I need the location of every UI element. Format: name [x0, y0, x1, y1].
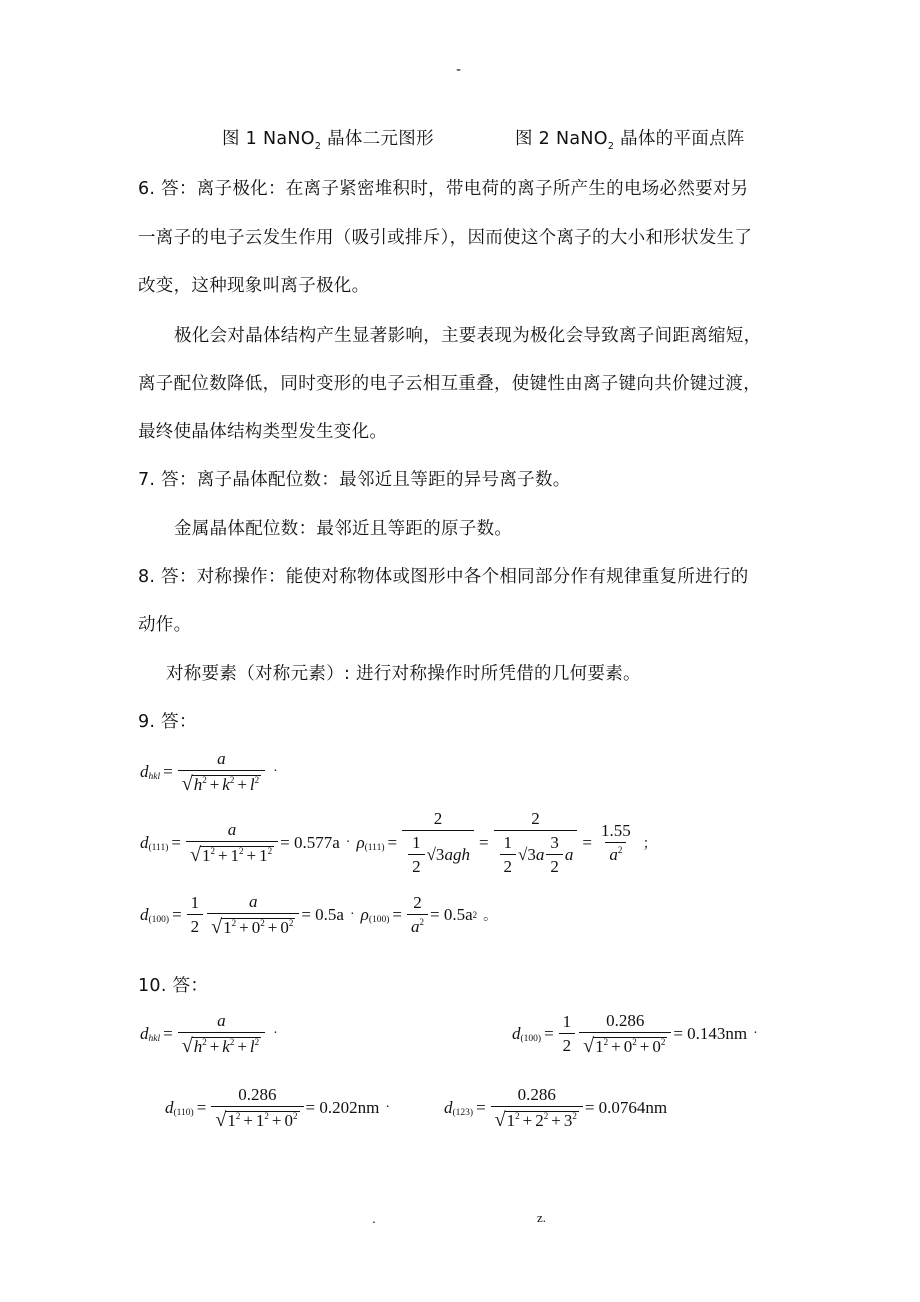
- math-operator: =: [478, 832, 489, 852]
- q8-line-3: 对称要素（对称元素）: 进行对称操作时所凭借的几何要素。: [166, 664, 641, 684]
- math-operator: =: [163, 762, 173, 781]
- math-operator: +: [611, 1037, 621, 1057]
- math-operator: =: [387, 832, 398, 852]
- math-superscript: 2: [231, 918, 237, 929]
- fraction-numerator: a: [227, 819, 237, 839]
- fraction: [491, 1086, 583, 1130]
- caption-text: 图 2 NaNO: [515, 129, 608, 149]
- math-operator: +: [243, 1111, 253, 1131]
- math-symbol: gh: [452, 845, 470, 864]
- math-superscript: 2: [660, 1037, 666, 1048]
- fraction: [178, 1012, 265, 1056]
- math-operator: +: [639, 1037, 650, 1057]
- fraction-denominator: 2: [546, 854, 563, 876]
- q6-para2-line-3: 最终使晶体结构类型发生变化。: [138, 422, 388, 442]
- math-punctuation: 。: [483, 909, 498, 924]
- fraction: [211, 1086, 303, 1130]
- q6-para2-line-1: 极化会对晶体结构产生显著影响，主要表现为极化会导致离子间距离缩短，: [174, 326, 762, 346]
- fraction: [187, 894, 204, 936]
- math-subscript: hkl: [148, 1034, 161, 1044]
- math-punctuation: ；: [642, 836, 657, 852]
- math-result: = 0.5a: [301, 905, 344, 924]
- fraction: [579, 1012, 671, 1056]
- figure-2-caption: [515, 125, 745, 150]
- fraction-numerator: 1: [503, 833, 513, 852]
- math-punctuation: ·: [345, 834, 351, 850]
- q9-heading: 9. 答：: [138, 712, 197, 732]
- fraction: [407, 894, 428, 936]
- fraction-numerator: 1: [412, 833, 421, 852]
- q10-heading: 10. 答：: [138, 976, 209, 996]
- math-result: = 0.202nm: [305, 1098, 380, 1117]
- math-subscript: hkl: [148, 772, 161, 782]
- math-symbol: d: [444, 1098, 453, 1117]
- fraction-denominator: [494, 830, 578, 876]
- fraction-numerator: a: [217, 749, 226, 768]
- math-superscript: 2: [603, 1037, 609, 1048]
- math-operator: =: [172, 905, 182, 924]
- math-superscript: 2: [210, 846, 215, 857]
- math-symbol: k: [222, 775, 230, 795]
- fraction-numerator: 2: [531, 809, 540, 828]
- fraction-denominator: 2: [187, 914, 204, 936]
- fraction-numerator: 0.286: [606, 1011, 645, 1030]
- fraction-numerator: 2: [433, 809, 443, 828]
- q6-line-2: 一离子的电子云发生作用（吸引或排斥），因而使这个离子的大小和形状发生了: [138, 228, 753, 248]
- math-symbol: a: [564, 845, 574, 864]
- math-symbol: d: [140, 762, 149, 781]
- fraction-denominator: 2: [408, 854, 425, 876]
- math-operator: +: [237, 775, 247, 795]
- fraction-numerator: 3: [550, 833, 559, 852]
- math-subscript: (111): [148, 842, 169, 853]
- math-number: 0: [280, 918, 289, 938]
- fraction-denominator: √ $h^2 + k^2 + l^2$: [178, 770, 265, 794]
- fraction-numerator: 1: [190, 893, 200, 913]
- figure-1-caption: [222, 125, 434, 150]
- math-superscript: 2: [617, 845, 623, 855]
- fraction-denominator: √ $1^2 + 1^2 + 0^2$: [211, 1106, 303, 1130]
- fraction-numerator: 0.286: [238, 1085, 277, 1104]
- math-number: 0: [652, 1037, 661, 1057]
- math-operator: +: [271, 1111, 282, 1131]
- q6-line-1: 6. 答：离子极化：在离子紧密堆积时，带电荷的离子所产生的电场必然要对另: [138, 179, 749, 199]
- fraction: [178, 750, 265, 794]
- fraction-denominator: 2: [500, 854, 517, 876]
- math-operator: =: [544, 1024, 554, 1043]
- math-superscript: 2: [202, 775, 207, 786]
- fraction-numerator: 0.286: [517, 1085, 556, 1104]
- math-symbol: d: [140, 832, 149, 852]
- q7-line-2: 金属晶体配位数：最邻近且等距的原子数。: [174, 519, 513, 539]
- math-number: 0: [623, 1037, 633, 1057]
- math-operator: +: [267, 918, 278, 938]
- math-superscript: 2: [267, 846, 273, 857]
- fraction: [597, 822, 635, 864]
- math-operator: +: [209, 1037, 220, 1057]
- math-operator: +: [522, 1111, 533, 1131]
- math-result: = 0.143nm: [673, 1024, 748, 1043]
- caption-subscript: 2: [607, 141, 615, 152]
- math-symbol: ρ: [360, 905, 369, 924]
- math-operator: =: [476, 1098, 486, 1117]
- formula-q10-d-hkl: [140, 1012, 284, 1056]
- fraction: [207, 893, 299, 937]
- header-mark: -: [456, 62, 462, 78]
- math-superscript: 2: [254, 1037, 260, 1048]
- math-subscript: (111): [364, 842, 385, 853]
- math-superscript: 2: [254, 775, 260, 786]
- math-superscript: 2: [235, 1111, 241, 1122]
- math-number: 2: [535, 1111, 544, 1131]
- caption-text: 图 1 NaNO: [222, 129, 315, 149]
- math-superscript: 2: [472, 910, 478, 920]
- math-symbol: l: [249, 775, 255, 795]
- math-symbol: d: [512, 1024, 521, 1043]
- formula-d-hkl: [140, 750, 284, 794]
- math-number: 1: [259, 846, 268, 866]
- footer-right-mark: z.: [537, 1210, 547, 1225]
- formula-q10-d123: [444, 1086, 667, 1130]
- fraction-denominator: √ $1^2 + 2^2 + 3^2$: [491, 1106, 583, 1130]
- math-subscript: (110): [173, 1108, 194, 1118]
- math-result: = 0.0764nm: [584, 1098, 668, 1117]
- math-symbol: l: [249, 1037, 255, 1057]
- math-punctuation: ·: [385, 1100, 390, 1115]
- fraction-numerator: 1.55: [600, 821, 631, 840]
- fraction-denominator: √ $1^2 + 0^2 + 0^2$: [207, 913, 299, 937]
- math-operator: =: [196, 1098, 207, 1117]
- fraction-numerator: a: [249, 892, 258, 911]
- fraction-denominator: [605, 842, 626, 864]
- math-operator: =: [392, 905, 402, 924]
- math-symbol: d: [165, 1098, 174, 1117]
- math-symbol: k: [222, 1037, 230, 1057]
- math-operator: =: [171, 832, 181, 852]
- math-number: 0: [284, 1111, 293, 1131]
- math-operator: =: [163, 1024, 173, 1043]
- fraction: [494, 810, 578, 876]
- caption-subscript: 2: [314, 141, 322, 152]
- math-superscript: 2: [632, 1037, 637, 1048]
- math-symbol: a: [609, 845, 618, 864]
- math-symbol: ρ: [356, 832, 365, 852]
- math-subscript: (100): [520, 1034, 542, 1044]
- math-superscript: 2: [202, 1037, 207, 1048]
- math-symbol: h: [193, 775, 203, 795]
- footer-left-mark: .: [372, 1212, 376, 1226]
- math-operator: +: [237, 1037, 247, 1057]
- math-number: 1: [230, 846, 240, 866]
- q6-para2-line-2: 离子配位数降低，同时变形的电子云相互重叠，使键性由离子键向共价键过渡，: [138, 374, 761, 394]
- math-number: 1: [506, 1111, 516, 1131]
- math-radical: √3: [518, 845, 536, 864]
- fraction: [186, 821, 278, 865]
- math-symbol: a: [444, 845, 453, 864]
- math-number: 1: [227, 1111, 236, 1131]
- math-superscript: 2: [515, 1111, 520, 1122]
- math-superscript: 2: [239, 846, 244, 857]
- math-superscript: 2: [293, 1111, 298, 1122]
- math-radical: √3: [426, 845, 445, 864]
- formula-d100-rho100: [140, 893, 503, 937]
- fraction-denominator: [407, 914, 428, 936]
- math-operator: +: [551, 1111, 561, 1131]
- math-subscript: (100): [148, 915, 170, 925]
- math-number: 1: [223, 918, 232, 938]
- q8-line-1: 8. 答：对称操作：能使对称物体或图形中各个相同部分作有规律重复所进行的: [138, 567, 749, 587]
- math-operator: +: [217, 846, 228, 866]
- q6-line-3: 改变，这种现象叫离子极化。: [138, 276, 370, 296]
- formula-d111-rho111: [140, 810, 663, 876]
- math-number: 1: [595, 1037, 604, 1057]
- fraction-denominator: √ $1^2 + 1^2 + 1^2$: [186, 841, 278, 865]
- math-operator: +: [209, 775, 220, 795]
- math-superscript: 2: [572, 1111, 577, 1122]
- math-subscript: (100): [368, 915, 390, 925]
- math-superscript: 2: [229, 775, 235, 786]
- math-superscript: 2: [419, 917, 424, 928]
- math-punctuation: ·: [753, 1026, 758, 1041]
- q8-line-2: 动作。: [138, 615, 192, 635]
- caption-text: 晶体的平面点阵: [614, 129, 745, 149]
- math-symbol: d: [140, 905, 149, 924]
- caption-text: 晶体二元图形: [321, 129, 434, 149]
- math-symbol: a: [411, 917, 420, 937]
- fraction-denominator: √ $h^2 + k^2 + l^2$: [178, 1032, 265, 1056]
- math-number: 0: [251, 918, 261, 938]
- math-subscript: (123): [452, 1108, 474, 1118]
- fraction-numerator: a: [217, 1011, 226, 1030]
- math-result: = 0.577a: [280, 832, 340, 852]
- math-operator: +: [239, 918, 249, 938]
- fraction-denominator: √ $1^2 + 0^2 + 0^2$: [579, 1032, 671, 1056]
- math-punctuation: ·: [273, 1026, 278, 1041]
- math-punctuation: ·: [349, 907, 355, 922]
- math-superscript: 2: [260, 918, 265, 929]
- fraction: [559, 1013, 576, 1055]
- math-number: 1: [255, 1111, 265, 1131]
- math-symbol: a: [535, 845, 545, 864]
- math-punctuation: ·: [273, 764, 278, 779]
- math-superscript: 2: [264, 1111, 269, 1122]
- math-symbol: h: [193, 1037, 203, 1057]
- math-symbol: d: [140, 1024, 149, 1043]
- math-operator: =: [582, 832, 592, 852]
- fraction-numerator: 2: [413, 893, 422, 913]
- q7-line-1: 7. 答：离子晶体配位数：最邻近且等距的异号离子数。: [138, 470, 571, 490]
- math-result: = 0.5a: [430, 905, 473, 924]
- math-operator: +: [246, 846, 257, 866]
- math-number: 1: [201, 846, 211, 866]
- math-superscript: 2: [543, 1111, 549, 1122]
- math-superscript: 2: [288, 918, 294, 929]
- fraction-denominator: 2: [559, 1033, 576, 1055]
- formula-q10-d100: [512, 1012, 764, 1056]
- math-number: 3: [563, 1111, 573, 1131]
- formula-q10-d110: [165, 1086, 396, 1130]
- fraction-numerator: 1: [562, 1012, 572, 1032]
- fraction-denominator: [402, 830, 474, 876]
- fraction: [402, 810, 474, 876]
- math-superscript: 2: [229, 1037, 235, 1048]
